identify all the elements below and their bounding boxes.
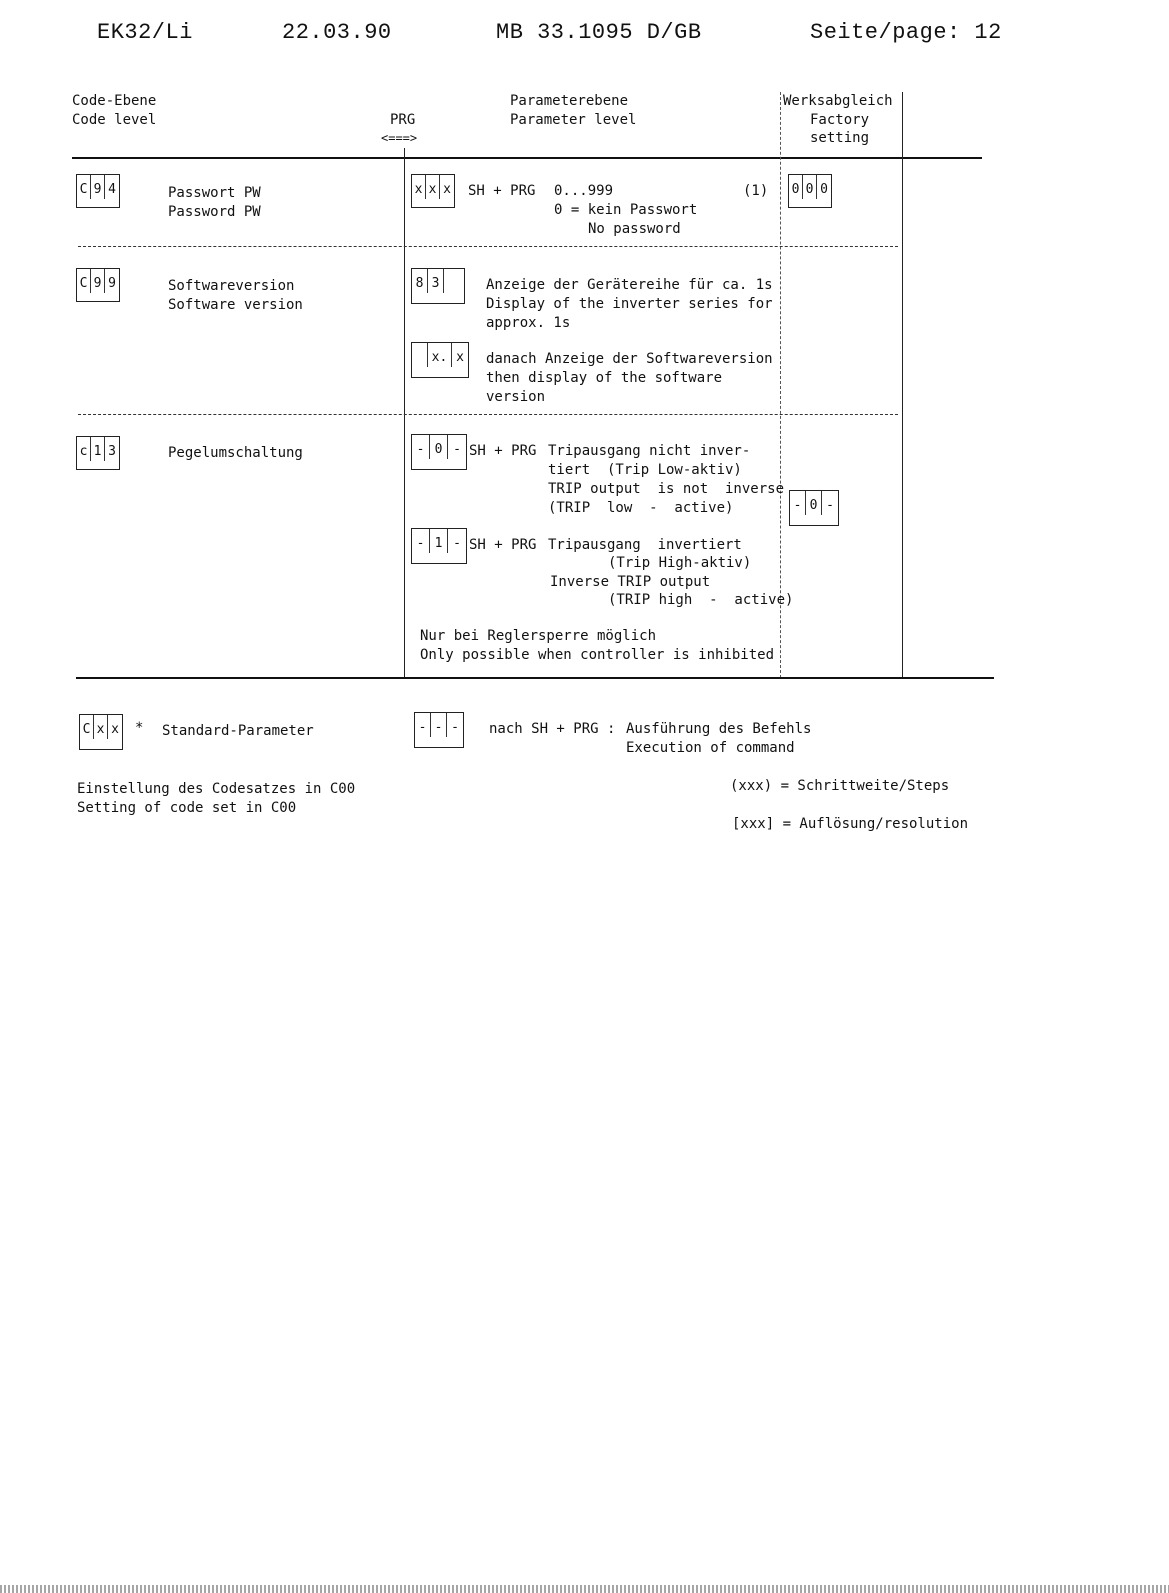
row-c13-opt1-en2: (TRIP high - active) — [608, 592, 794, 608]
row-c13-opt1-de1: Tripausgang invertiert — [548, 537, 742, 553]
row-c94-range: 0...999 — [554, 183, 614, 199]
legend-standard-label: Standard-Parameter — [162, 723, 314, 739]
header-doc-id: MB 33.1095 D/GB — [496, 20, 702, 45]
col-factory-en2: setting — [810, 130, 870, 146]
factory-box-c94: 0 0 0 — [788, 174, 832, 208]
column-divider-right — [902, 92, 903, 678]
row-c94-step-note: (1) — [743, 183, 769, 199]
table-top-rule — [72, 157, 982, 159]
scan-edge — [0, 1585, 1169, 1593]
row-separator-1 — [78, 246, 898, 247]
col-param-en: Parameter level — [510, 112, 637, 128]
legend-exec-de: Ausführung des Befehls — [626, 721, 812, 737]
code-box-c94: C 9 4 — [76, 174, 120, 208]
param-box-c94: x x x — [411, 174, 455, 208]
code-box-c13: c 1 3 — [76, 436, 120, 470]
row-c99-display2-en1: then display of the software — [486, 370, 723, 386]
row-c99-display1-de: Anzeige der Gerätereihe für ca. 1s — [486, 277, 773, 293]
code-box-c99: C 9 9 — [76, 268, 120, 302]
col-factory-de: Werksabgleich — [783, 93, 893, 109]
col-code-en: Code level — [72, 112, 157, 128]
row-separator-2 — [78, 414, 898, 415]
col-factory-en1: Factory — [810, 112, 870, 128]
legend-exec-en: Execution of command — [626, 740, 795, 756]
row-c13-opt0-action: SH + PRG — [469, 443, 537, 459]
legend-star: * — [135, 720, 144, 736]
option-box-low: - 0 - — [411, 434, 467, 470]
row-c13-label-de: Pegelumschaltung — [168, 445, 303, 461]
header-date: 22.03.90 — [282, 20, 392, 45]
display-box-series: 8 3 — [411, 268, 465, 304]
legend-code-box: C x x — [79, 714, 123, 750]
display-box-version: x. x — [411, 342, 469, 378]
col-prg-arrow: <===> — [381, 131, 418, 145]
legend-codeset-en: Setting of code set in C00 — [77, 800, 297, 816]
legend-exec-prefix: nach SH + PRG : — [489, 721, 616, 737]
row-c13-opt0-de1: Tripausgang nicht inver- — [548, 443, 751, 459]
legend-steps: (xxx) = Schrittweite/Steps — [730, 778, 950, 794]
row-c99-display1-en2: approx. 1s — [486, 315, 571, 331]
row-c94-note-de: 0 = kein Passwort — [554, 202, 698, 218]
row-c13-opt0-en2: (TRIP low - active) — [548, 500, 734, 516]
factory-box-c13: - 0 - — [789, 490, 839, 526]
row-c99-label-en: Software version — [168, 297, 303, 313]
legend-resolution: [xxx] = Auflösung/resolution — [732, 816, 969, 832]
table-bottom-rule — [76, 677, 994, 679]
row-c99-display1-en1: Display of the inverter series for — [486, 296, 773, 312]
row-c94-note-en: No password — [588, 221, 681, 237]
row-c99-display2-en2: version — [486, 389, 546, 405]
row-c94-label-en: Password PW — [168, 204, 261, 220]
row-c99-display2-de: danach Anzeige der Softwareversion — [486, 351, 773, 367]
row-c13-opt1-action: SH + PRG — [469, 537, 537, 553]
row-c13-opt1-en1: Inverse TRIP output — [550, 574, 711, 590]
legend-exec-box: - - - — [414, 712, 464, 748]
col-code-de: Code-Ebene — [72, 93, 157, 109]
row-c13-opt1-de2: (Trip High-aktiv) — [608, 555, 752, 571]
col-param-de: Parameterebene — [510, 93, 629, 109]
legend-codeset-de: Einstellung des Codesatzes in C00 — [77, 781, 356, 797]
header-author: EK32/Li — [97, 20, 193, 45]
row-c99-label-de: Softwareversion — [168, 278, 295, 294]
row-c13-only-de: Nur bei Reglersperre möglich — [420, 628, 657, 644]
option-box-high: - 1 - — [411, 528, 467, 564]
row-c94-label-de: Passwort PW — [168, 185, 261, 201]
row-c13-opt0-en1: TRIP output is not inverse — [548, 481, 785, 497]
column-divider-prg — [404, 148, 405, 678]
row-c13-only-en: Only possible when controller is inhibited — [420, 647, 775, 663]
row-c13-opt0-de2: tiert (Trip Low-aktiv) — [548, 462, 742, 478]
header-page: Seite/page: 12 — [810, 20, 1002, 45]
col-prg: PRG — [390, 112, 416, 128]
row-c94-action: SH + PRG — [468, 183, 536, 199]
